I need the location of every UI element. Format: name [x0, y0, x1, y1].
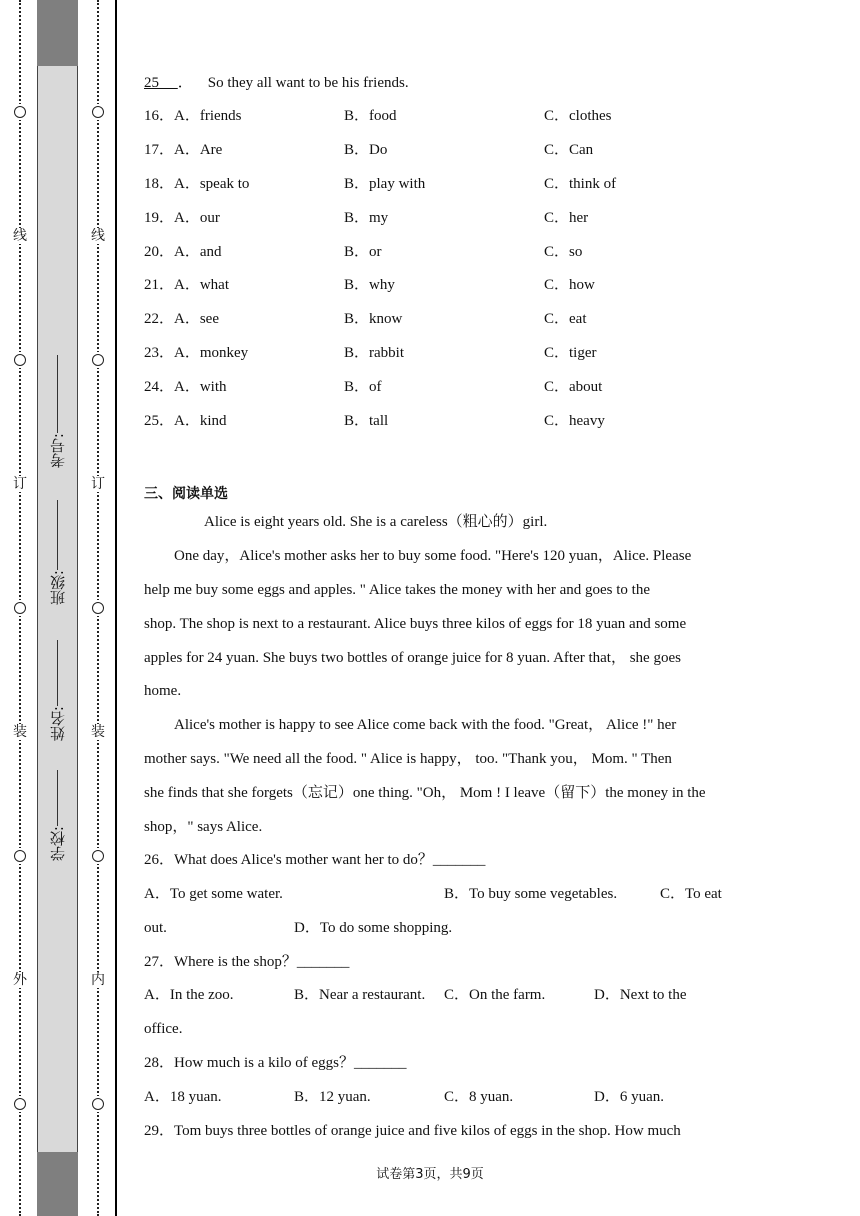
- option-b[interactable]: B．To buy some vegetables.: [444, 886, 618, 902]
- option-d[interactable]: D．Next to the: [594, 987, 687, 1003]
- option-b[interactable]: B．why: [344, 277, 395, 293]
- binding-circle-icon: [3, 600, 37, 616]
- question-number: 18．: [144, 176, 175, 192]
- inner-binding-strip: [81, 0, 115, 1216]
- question-number: 22．: [144, 311, 175, 327]
- school-underline: [57, 770, 58, 826]
- question-29-stem: 29．Tom buys three bottles of orange juice and five kilos of eggs in the shop. How much: [144, 1123, 681, 1139]
- outer-binding-strip: [3, 0, 37, 1216]
- question-26-stem: 26．What does Alice's mother want her to do？_______: [144, 852, 486, 868]
- option-b[interactable]: B．Near a restaurant.: [294, 987, 426, 1003]
- option-b[interactable]: B．or: [344, 244, 382, 260]
- question-number: 21．: [144, 277, 175, 293]
- option-c[interactable]: C．about: [544, 379, 603, 395]
- option-c[interactable]: C．her: [544, 210, 589, 226]
- passage-line: she finds that she forgets（忘记）one thing. "Oh， Mom ! I leave（留下）the money in the: [144, 785, 706, 801]
- blank-number: 25: [144, 75, 159, 91]
- option-a[interactable]: A．kind: [174, 413, 227, 429]
- option-c[interactable]: C．heavy: [544, 413, 605, 429]
- option-d[interactable]: D．6 yuan.: [594, 1089, 664, 1105]
- cloze-last-sentence: 25 ． So they all want to be his friends.: [144, 75, 409, 91]
- option-b[interactable]: B．tall: [344, 413, 389, 429]
- binding-circle-icon: [81, 1096, 115, 1112]
- passage-line: home.: [144, 683, 182, 699]
- option-a[interactable]: A．In the zoo.: [144, 987, 234, 1003]
- outer-char-zhuang: 装: [3, 724, 37, 740]
- school-field[interactable]: [37, 770, 78, 870]
- exam-no-underline: [57, 355, 58, 433]
- passage-line: shop，" says Alice.: [144, 819, 263, 835]
- name-label: 姓名:: [49, 706, 67, 742]
- school-label: 学校:: [49, 826, 67, 862]
- option-d-cont[interactable]: office.: [144, 1021, 183, 1037]
- option-c[interactable]: C．clothes: [544, 108, 612, 124]
- option-c[interactable]: C．think of: [544, 176, 617, 192]
- passage-line: apples for 24 yuan. She buys two bottles of orange juice for 8 yuan. After that， she goes: [144, 650, 681, 666]
- inner-char-ding: 订: [81, 476, 115, 492]
- name-underline: [57, 640, 58, 706]
- question-number: 23．: [144, 345, 175, 361]
- option-a[interactable]: A．To get some water.: [144, 886, 283, 902]
- option-a[interactable]: A．with: [174, 379, 227, 395]
- option-c[interactable]: C．On the farm.: [444, 987, 546, 1003]
- option-c[interactable]: C．Can: [544, 142, 594, 158]
- passage-line: mother says. "We need all the food. " Alice is happy， too. "Thank you， Mom. " Then: [144, 751, 672, 767]
- option-a[interactable]: A．18 yuan.: [144, 1089, 222, 1105]
- question-number: 25．: [144, 413, 175, 429]
- option-a[interactable]: A．friends: [174, 108, 242, 124]
- outer-char-xian: 线: [3, 228, 37, 244]
- option-a[interactable]: A．Are: [174, 142, 223, 158]
- question-28-stem: 28．How much is a kilo of eggs？_______: [144, 1055, 407, 1071]
- exam-no-field[interactable]: [37, 355, 78, 485]
- info-band-top-cap: [37, 0, 78, 66]
- passage-line: Alice is eight years old. She is a careless（粗心的）girl.: [204, 514, 548, 530]
- question-number: 20．: [144, 244, 175, 260]
- question-number: 24．: [144, 379, 175, 395]
- option-a[interactable]: A．and: [174, 244, 222, 260]
- passage-line: help me buy some eggs and apples. " Alice takes the money with her and goes to the: [144, 582, 651, 598]
- question-number: 16．: [144, 108, 175, 124]
- option-b[interactable]: B．Do: [344, 142, 388, 158]
- option-c-cont[interactable]: out.: [144, 920, 167, 936]
- option-c[interactable]: C．how: [544, 277, 595, 293]
- outer-char-wai: 外: [3, 972, 37, 988]
- section-title: 三、阅读单选: [144, 486, 228, 502]
- option-d[interactable]: D．To do some shopping.: [294, 920, 453, 936]
- option-c[interactable]: C．8 yuan.: [444, 1089, 514, 1105]
- question-27-stem: 27．Where is the shop？_______: [144, 954, 350, 970]
- option-b[interactable]: B．of: [344, 379, 382, 395]
- binding-circle-icon: [3, 1096, 37, 1112]
- option-a[interactable]: A．speak to: [174, 176, 250, 192]
- binding-circle-icon: [81, 600, 115, 616]
- binding-circle-icon: [3, 352, 37, 368]
- option-b[interactable]: B．12 yuan.: [294, 1089, 371, 1105]
- option-c[interactable]: C．To eat: [660, 886, 722, 902]
- question-number: 19．: [144, 210, 175, 226]
- option-b[interactable]: B．play with: [344, 176, 426, 192]
- option-a[interactable]: A．monkey: [174, 345, 249, 361]
- sentence-text: So they all want to be his friends.: [207, 75, 409, 91]
- inner-char-xian: 线: [81, 228, 115, 244]
- binding-circle-icon: [81, 848, 115, 864]
- option-a[interactable]: A．what: [174, 277, 229, 293]
- name-field[interactable]: [37, 640, 78, 760]
- option-c[interactable]: C．tiger: [544, 345, 597, 361]
- binding-circle-icon: [3, 848, 37, 864]
- binding-circle-icon: [3, 104, 37, 120]
- class-field[interactable]: [37, 500, 78, 620]
- info-band-bottom-cap: [37, 1152, 78, 1216]
- passage-line: Alice's mother is happy to see Alice come back with the food. "Great， Alice !" her: [174, 717, 677, 733]
- option-a[interactable]: A．our: [174, 210, 220, 226]
- class-label: 班级:: [49, 570, 67, 606]
- passage-line: shop. The shop is next to a restaurant. Alice buys three kilos of eggs for 18 yuan and some: [144, 616, 687, 632]
- option-a[interactable]: A．see: [174, 311, 219, 327]
- outer-char-ding: 订: [3, 476, 37, 492]
- option-b[interactable]: B．rabbit: [344, 345, 404, 361]
- class-underline: [57, 500, 58, 570]
- option-c[interactable]: C．eat: [544, 311, 587, 327]
- binding-circle-icon: [81, 352, 115, 368]
- margin-rule: [115, 0, 117, 1216]
- passage-line: One day，Alice's mother asks her to buy some food. "Here's 120 yuan，Alice. Please: [174, 548, 692, 564]
- inner-char-zhuang: 装: [81, 724, 115, 740]
- option-c[interactable]: C．so: [544, 244, 583, 260]
- inner-char-nei: 内: [81, 972, 115, 988]
- option-b[interactable]: B．my: [344, 210, 389, 226]
- option-b[interactable]: B．food: [344, 108, 397, 124]
- page-footer: 试卷第3页，共9页: [376, 1167, 484, 1182]
- binding-circle-icon: [81, 104, 115, 120]
- exam-no-label: 考号:: [49, 433, 67, 469]
- option-b[interactable]: B．know: [344, 311, 403, 327]
- question-number: 17．: [144, 142, 175, 158]
